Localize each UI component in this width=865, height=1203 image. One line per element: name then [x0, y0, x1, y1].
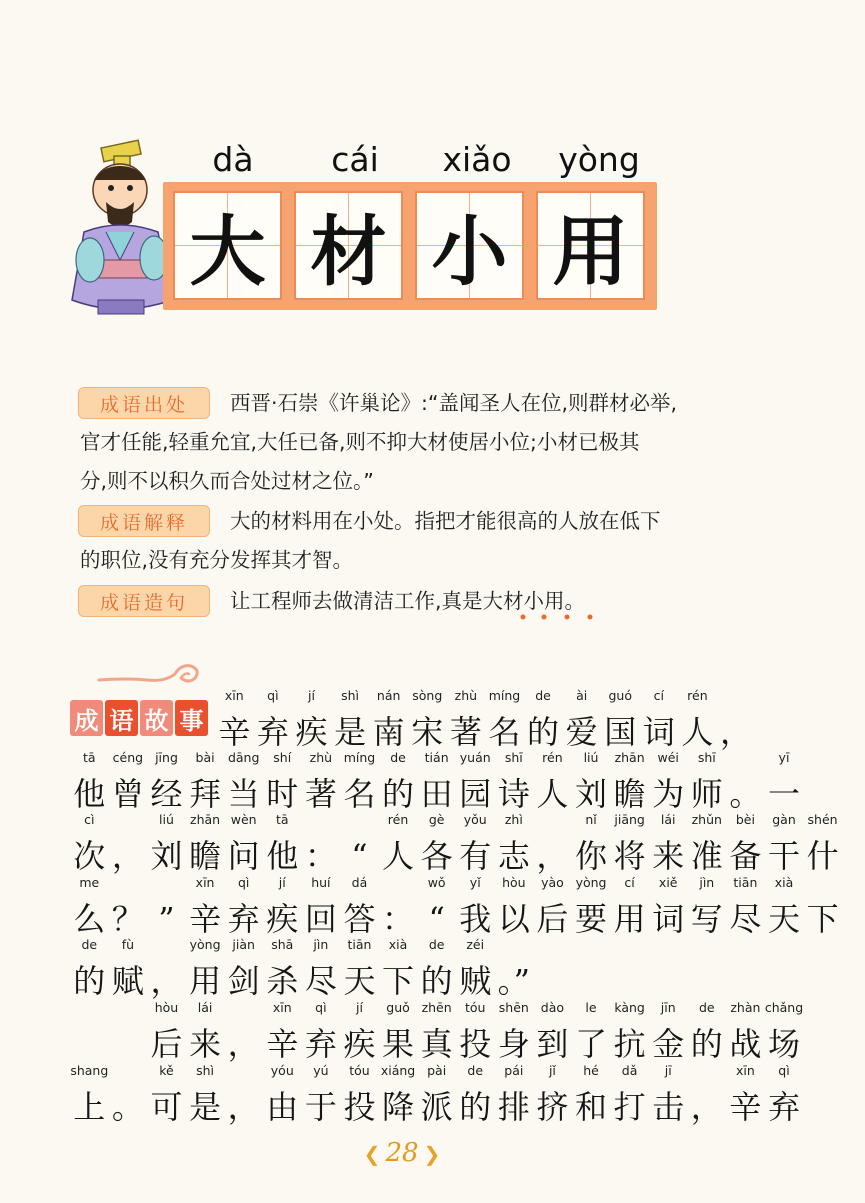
story-pinyin — [147, 937, 186, 952]
story-char: 拜 — [189, 775, 222, 813]
story-char: 辛 — [189, 900, 222, 938]
story-pinyin: jí — [355, 1000, 363, 1015]
story-badge-char-3: 故 — [140, 700, 173, 736]
story-pinyin: hé — [583, 1063, 599, 1078]
story-char: 尽 — [729, 900, 762, 938]
story-pinyin — [109, 875, 148, 890]
story-char: 当 — [227, 775, 260, 813]
story-pinyin: tā — [275, 812, 289, 827]
story-pinyin: rén — [542, 750, 563, 765]
story-char — [109, 1022, 148, 1066]
story-pinyin: jìn — [699, 875, 715, 890]
story-char: 贼 — [459, 962, 492, 1000]
story-char: 的 — [73, 962, 106, 1000]
emphasis-dots — [520, 613, 600, 621]
story-pinyin: nán — [376, 688, 401, 703]
meaning-line-1: 大的材料用在小处。指把才能很高的人放在低下 — [230, 509, 661, 533]
story-char: 疾 — [266, 900, 299, 938]
story-char: ” — [158, 900, 175, 938]
story-pinyin: me — [79, 875, 100, 890]
story-pinyin: céng — [112, 750, 144, 765]
story-pinyin: de — [467, 1063, 484, 1078]
story-char: 抗 — [613, 1025, 646, 1063]
story-pinyin: sòng — [412, 688, 443, 703]
story-char: 来 — [652, 837, 685, 875]
story-pinyin: wèn — [230, 812, 257, 827]
story-char: 你 — [575, 837, 608, 875]
story-pinyin: zéi — [466, 937, 485, 952]
story-char: 辛 — [218, 713, 251, 751]
story-pinyin: lái — [197, 1000, 213, 1015]
story-pinyin: chǎng — [764, 1000, 804, 1015]
story-pinyin: tiān — [733, 875, 758, 890]
page-number — [352, 1138, 452, 1172]
story-pinyin — [147, 875, 186, 890]
story-char: 果 — [382, 1025, 415, 1063]
story-pinyin: le — [585, 1000, 597, 1015]
story-pinyin: zhān — [190, 812, 221, 827]
story-char: 。” — [497, 962, 531, 1000]
story-pinyin: xiáng — [380, 1063, 416, 1078]
story-char: 的 — [527, 713, 560, 751]
story-char: 真 — [420, 1025, 453, 1063]
story-char: 么 — [73, 900, 106, 938]
story-char: 可 — [150, 1088, 183, 1126]
story-pinyin: yòng — [189, 937, 221, 952]
story-pinyin: tā — [83, 750, 96, 765]
story-pinyin: jīng — [155, 750, 178, 765]
story-pinyin: shì — [341, 688, 360, 703]
story-char: 辛 — [729, 1088, 762, 1126]
story-char: 后 — [150, 1025, 183, 1063]
story-char: 弃 — [767, 1088, 800, 1126]
story-pinyin: guǒ — [386, 1000, 410, 1015]
story-badge — [70, 700, 208, 738]
story-pinyin: zhēn — [421, 1000, 452, 1015]
story-char: 要 — [575, 900, 608, 938]
origin-text — [80, 384, 720, 501]
story-char: 了 — [575, 1025, 608, 1063]
story-pinyin: tóu — [464, 1000, 486, 1015]
story-char: 曾 — [111, 775, 144, 813]
story-pinyin: shí — [273, 750, 292, 765]
story-char: 疾 — [295, 713, 328, 751]
story-char: 瞻 — [613, 775, 646, 813]
story-pinyin: kàng — [614, 1000, 645, 1015]
story-pinyin — [803, 875, 842, 890]
story-pinyin: xià — [388, 937, 408, 952]
story-char: 词 — [652, 900, 685, 938]
story-char: ， — [227, 1088, 260, 1126]
story-char: 时 — [266, 775, 299, 813]
idiom-title — [163, 182, 657, 310]
story-pinyin — [726, 750, 765, 765]
story-pinyin: jīn — [660, 1000, 676, 1015]
story-pinyin — [340, 812, 379, 827]
story-pinyin — [70, 1000, 109, 1015]
story-char: 用 — [613, 900, 646, 938]
story-pinyin-row — [70, 812, 842, 827]
meaning-text — [80, 502, 720, 580]
story-char: 著 — [449, 713, 482, 751]
story-char: 师 — [690, 775, 723, 813]
example-label: 成语造句 — [78, 585, 210, 617]
story-char: 志 — [497, 837, 530, 875]
title-pinyin-1: dà — [212, 140, 254, 179]
story-pinyin — [688, 1063, 727, 1078]
story-char: 于 — [304, 1088, 337, 1126]
story-pinyin — [109, 1000, 148, 1015]
story-char: ， — [227, 1025, 260, 1063]
story-pinyin: qì — [267, 688, 279, 703]
story-pinyin: jí — [308, 688, 315, 703]
story-pinyin: cí — [653, 688, 664, 703]
story-char: ？ — [111, 900, 144, 938]
story-char: 各 — [420, 837, 453, 875]
story-pinyin: yī — [778, 750, 790, 765]
story-char: ， — [150, 962, 183, 1000]
story-pinyin: liú — [159, 812, 174, 827]
page-number-value: 28 — [385, 1138, 419, 1168]
story-char: 干 — [767, 837, 800, 875]
story-pinyin — [109, 1063, 148, 1078]
story-pinyin: zhǔn — [691, 812, 722, 827]
story-char: 什 — [806, 837, 839, 875]
story-pinyin: hòu — [154, 1000, 179, 1015]
cloud-decoration — [95, 656, 205, 690]
origin-line-3: 分,则不以积久而合处过材之位。” — [80, 469, 374, 493]
story-char: 辛 — [266, 1025, 299, 1063]
story-pinyin: yǒu — [463, 812, 487, 827]
story-badge-char-2: 语 — [105, 700, 138, 736]
story-pinyin: pái — [504, 1063, 524, 1078]
story-pinyin: qì — [237, 875, 250, 890]
story-char: 写 — [690, 900, 723, 938]
story-pinyin: wǒ — [427, 875, 446, 890]
story-char: 来 — [189, 1025, 222, 1063]
story-char: 上 — [73, 1088, 106, 1126]
story-pinyin — [302, 812, 341, 827]
story-char: 打 — [613, 1088, 646, 1126]
story-pinyin: zhān — [614, 750, 645, 765]
story-pinyin: nǐ — [585, 812, 597, 827]
story-char-row — [70, 772, 803, 816]
story-char: 的 — [382, 775, 415, 813]
story-char: 挤 — [536, 1088, 569, 1126]
story-char: 天 — [767, 900, 800, 938]
story-char: 国 — [604, 713, 637, 751]
story-pinyin: míng — [343, 750, 376, 765]
story-char: 有 — [459, 837, 492, 875]
story-pinyin: shā — [271, 937, 294, 952]
story-badge-char-1: 成 — [70, 700, 103, 736]
story-char-row — [70, 1085, 803, 1129]
story-char: 南 — [372, 713, 405, 751]
story-char: 赋 — [111, 962, 144, 1000]
story-pinyin: qì — [778, 1063, 790, 1078]
story-pinyin: gàn — [772, 812, 796, 827]
story-char: 诗 — [497, 775, 530, 813]
story-char: 词 — [642, 713, 675, 751]
story-char: 人 — [382, 837, 415, 875]
story-pinyin: tián — [424, 750, 449, 765]
story-pinyin: jiàn — [232, 937, 255, 952]
story-pinyin: rén — [687, 688, 708, 703]
story-char: 田 — [420, 775, 453, 813]
story-char: 瞻 — [189, 837, 222, 875]
story-pinyin: xià — [774, 875, 794, 890]
story-pinyin: qì — [315, 1000, 327, 1015]
story-pinyin — [379, 875, 418, 890]
story-pinyin: yòng — [575, 875, 607, 890]
origin-line-2: 官才任能,轻重允宜,大任已备,则不抑大材使居小位;小材已极其 — [80, 430, 640, 454]
story-char-row — [70, 834, 842, 878]
story-pinyin-row — [70, 750, 803, 765]
example-text — [80, 582, 720, 621]
meaning-line-2: 的职位,没有充分发挥其才智。 — [80, 548, 354, 572]
story-pinyin: shang — [70, 1063, 109, 1078]
story-pinyin — [495, 937, 534, 952]
story-char-row — [215, 710, 755, 754]
story-char: 是 — [334, 713, 367, 751]
story-line — [70, 1063, 800, 1143]
example-sentence: 让工程师去做清洁工作,真是大材小用。 — [230, 589, 586, 613]
story-pinyin: ài — [576, 688, 588, 703]
title-pinyin-4: yòng — [558, 140, 640, 179]
story-pinyin-row — [70, 1063, 803, 1078]
story-char: 后 — [536, 900, 569, 938]
title-pinyin — [168, 140, 668, 180]
story-char: ， — [690, 1088, 723, 1126]
story-char: 是 — [189, 1088, 222, 1126]
story-pinyin: xīn — [195, 875, 215, 890]
story-pinyin: wéi — [657, 750, 679, 765]
story-pinyin: yǐ — [469, 875, 481, 890]
story-char: 的 — [690, 1025, 723, 1063]
story-char: 一 — [767, 775, 800, 813]
story-pinyin: de — [81, 937, 98, 952]
story-char-row — [70, 959, 533, 1003]
story-char: 疾 — [343, 1025, 376, 1063]
left-arrow-icon: ❮ — [363, 1142, 381, 1166]
story-pinyin: jí — [278, 875, 286, 890]
story-char: 和 — [575, 1088, 608, 1126]
story-pinyin: hòu — [502, 875, 526, 890]
story-pinyin: lái — [660, 812, 676, 827]
story-char: 将 — [613, 837, 646, 875]
story-char: 用 — [189, 962, 222, 1000]
story-pinyin: jǐ — [548, 1063, 556, 1078]
story-pinyin: cí — [624, 875, 635, 890]
story-pinyin: xīn — [224, 688, 244, 703]
story-char: “ — [428, 900, 445, 938]
story-pinyin: fù — [121, 937, 135, 952]
story-pinyin: míng — [488, 688, 521, 703]
story-pinyin — [224, 1063, 263, 1078]
story-pinyin: de — [390, 750, 406, 765]
story-pinyin: jìn — [313, 937, 329, 952]
story-char: ， — [111, 837, 144, 875]
story-char: 著 — [304, 775, 337, 813]
right-arrow-icon: ❯ — [423, 1142, 441, 1166]
story-char: 下 — [806, 900, 839, 938]
story-pinyin: gè — [428, 812, 445, 827]
title-char-3: 小 — [415, 191, 524, 300]
story-char: 投 — [459, 1025, 492, 1063]
story-char-row — [70, 1022, 803, 1066]
story-char: 弃 — [256, 713, 289, 751]
story-char: 。 — [111, 1088, 144, 1126]
story-char: 金 — [652, 1025, 685, 1063]
story-pinyin: zhàn — [730, 1000, 761, 1015]
story-pinyin — [109, 812, 148, 827]
story-char: 他 — [73, 775, 106, 813]
story-char: 我 — [459, 900, 492, 938]
story-char: 下 — [382, 962, 415, 1000]
story-pinyin: guó — [608, 688, 632, 703]
story-char: ， — [720, 713, 753, 751]
story-pinyin: tóu — [349, 1063, 370, 1078]
story-pinyin: dào — [540, 1000, 565, 1015]
story-char: 。 — [729, 775, 762, 813]
story-pinyin-row — [70, 937, 533, 952]
story-char: 他 — [266, 837, 299, 875]
story-pinyin: huí — [311, 875, 331, 890]
story-pinyin: dǎ — [621, 1063, 638, 1078]
story-pinyin-row — [70, 875, 842, 890]
story-pinyin: zhì — [504, 812, 523, 827]
story-char: 爱 — [565, 713, 598, 751]
story-char: 园 — [459, 775, 492, 813]
story-char: 人 — [536, 775, 569, 813]
story-pinyin: pài — [427, 1063, 447, 1078]
story-pinyin: bèi — [735, 812, 755, 827]
story-pinyin: de — [428, 937, 445, 952]
story-char: ： — [304, 837, 337, 875]
story-pinyin: cì — [84, 812, 95, 827]
story-pinyin: yuán — [459, 750, 491, 765]
story-pinyin-row — [215, 688, 755, 703]
story-char: 尽 — [304, 962, 337, 1000]
story-pinyin: tiān — [347, 937, 372, 952]
story-pinyin: xīn — [272, 1000, 292, 1015]
story-char: 以 — [497, 900, 530, 938]
story-char: ： — [382, 900, 415, 938]
story-char: 杀 — [266, 962, 299, 1000]
story-char: 宋 — [411, 713, 444, 751]
story-pinyin: shēn — [498, 1000, 529, 1015]
title-char-2: 材 — [294, 191, 403, 300]
story-char: 排 — [497, 1088, 530, 1126]
story-char: 备 — [729, 837, 762, 875]
story-char: 场 — [767, 1025, 800, 1063]
story-char: 身 — [497, 1025, 530, 1063]
story-char: 天 — [343, 962, 376, 1000]
story-pinyin — [717, 688, 756, 703]
story-char: 弃 — [304, 1025, 337, 1063]
story-pinyin: yú — [313, 1063, 329, 1078]
story-char: 剑 — [227, 962, 260, 1000]
title-char-4: 用 — [536, 191, 645, 300]
story-char: ， — [536, 837, 569, 875]
story-pinyin: jiāng — [614, 812, 645, 827]
story-char: 到 — [536, 1025, 569, 1063]
story-char-row — [70, 897, 842, 941]
story-pinyin: zhù — [309, 750, 333, 765]
story-pinyin: xiě — [658, 875, 678, 890]
story-char: 名 — [343, 775, 376, 813]
story-pinyin: xīn — [735, 1063, 755, 1078]
story-char: 弃 — [227, 900, 260, 938]
story-char: 降 — [382, 1088, 415, 1126]
story-char: “ — [351, 837, 368, 875]
story-char: 由 — [266, 1088, 299, 1126]
story-char: 投 — [343, 1088, 376, 1126]
story-pinyin: de — [698, 1000, 715, 1015]
story-char: 刘 — [575, 775, 608, 813]
meaning-label: 成语解释 — [78, 505, 210, 537]
story-pinyin: liú — [583, 750, 599, 765]
story-pinyin: yào — [541, 875, 564, 890]
story-pinyin: zhù — [454, 688, 478, 703]
story-pinyin — [533, 812, 572, 827]
story-pinyin: de — [535, 688, 551, 703]
story-char: 答 — [343, 900, 376, 938]
story-badge-char-4: 事 — [175, 700, 208, 736]
title-char-1: 大 — [173, 191, 282, 300]
story-char: 经 — [150, 775, 183, 813]
story-pinyin: shì — [196, 1063, 215, 1078]
story-pinyin: shī — [697, 750, 716, 765]
story-pinyin: jī — [664, 1063, 672, 1078]
story-char: 刘 — [150, 837, 183, 875]
story-pinyin: dāng — [227, 750, 260, 765]
story-char: 准 — [690, 837, 723, 875]
story-pinyin: rén — [387, 812, 409, 827]
story-pinyin: bài — [195, 750, 215, 765]
origin-line-1: 西晋·石崇《许巢论》:“盖闻圣人在位,则群材必举, — [230, 391, 678, 415]
story-char — [70, 1022, 109, 1066]
story-char: 回 — [304, 900, 337, 938]
title-pinyin-3: xiǎo — [442, 140, 512, 179]
story-pinyin: kě — [159, 1063, 174, 1078]
title-pinyin-2: cái — [331, 140, 379, 179]
origin-label: 成语出处 — [78, 387, 210, 419]
story-pinyin: yóu — [270, 1063, 294, 1078]
story-pinyin: shén — [807, 812, 838, 827]
story-char: 为 — [652, 775, 685, 813]
story-char: 的 — [420, 962, 453, 1000]
story-char: 的 — [459, 1088, 492, 1126]
story-char: 击 — [652, 1088, 685, 1126]
story-pinyin-row — [70, 1000, 803, 1015]
story-pinyin: dá — [351, 875, 368, 890]
story-char: 问 — [227, 837, 260, 875]
story-char: 次 — [73, 837, 106, 875]
story-pinyin: shī — [504, 750, 523, 765]
story-char: 名 — [488, 713, 521, 751]
story-char: 派 — [420, 1088, 453, 1126]
story-char: 战 — [729, 1025, 762, 1063]
story-pinyin — [224, 1000, 263, 1015]
story-char: 人 — [681, 713, 714, 751]
